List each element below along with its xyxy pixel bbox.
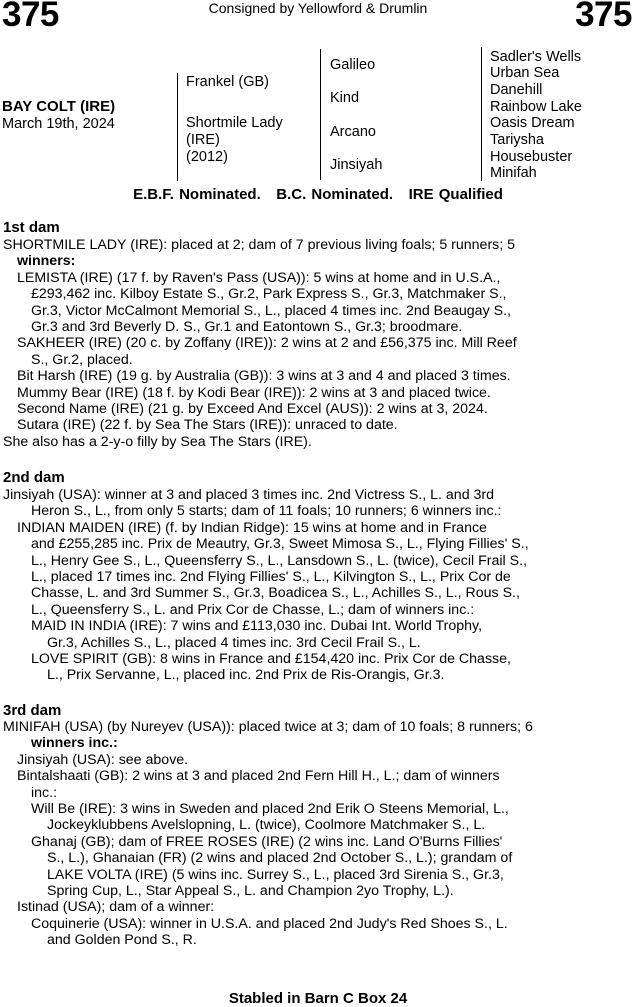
second-dam-line: and £255,285 inc. Prix de Meautry, Gr.3, Sweet Mimosa S., L., Flying Fillies' S., bbox=[31, 536, 529, 553]
second-dam-line: MAID IN INDIA (IRE): 7 wins and £113,030 inc. Dubai Int. World Trophy, bbox=[31, 618, 483, 635]
first-dam-line: Mummy Bear (IRE) (18 f. by Kodi Bear (IRE)): 2 wins at 3 and placed twice. bbox=[17, 384, 491, 401]
third-dam-line: Bintalshaati (GB): 2 wins at 3 and placed 2nd Fern Hill H., L.; dam of winners bbox=[17, 768, 500, 785]
second-dam-line: Gr.3, Achilles S., L., placed 4 times inc. 3rd Cecil Frail S., L. bbox=[47, 634, 421, 651]
stabling-info: Stabled in Barn C Box 24 bbox=[228, 990, 408, 1007]
pedigree-gen4-item: Sadler's Wells bbox=[490, 49, 582, 65]
pedigree-gen4-item: Urban Sea bbox=[490, 65, 560, 81]
third-dam-section bbox=[3, 719, 628, 948]
pedigree-gen4-item: Danehill bbox=[490, 82, 543, 98]
first-dam-line: Second Name (IRE) (21 g. by Exceed And Excel (AUS)): 2 wins at 3, 2024. bbox=[17, 400, 488, 417]
lot-number-left: 375 bbox=[2, 0, 59, 34]
third-dam-line: Jinsiyah (USA): see above. bbox=[17, 751, 189, 768]
first-dam-section bbox=[3, 237, 628, 450]
third-dam-line: Coquinerie (USA): winner in U.S.A. and placed 2nd Judy's Red Shoes S., L. bbox=[31, 915, 508, 932]
third-dam-line: Jockeyklubbens Avelslopning, L. (twice), Coolmore Matchmaker S., L. bbox=[47, 817, 486, 834]
pedigree-gen3-item: Kind bbox=[330, 90, 360, 106]
pedigree-dam-country: (IRE) bbox=[186, 132, 220, 148]
pedigree-dam-name: Shortmile Lady bbox=[186, 115, 283, 131]
pedigree-divider-2 bbox=[320, 49, 321, 180]
second-dam-line: INDIAN MAIDEN (IRE) (f. by Indian Ridge): 15 wins at home and in France bbox=[17, 519, 487, 536]
second-dam-heading: 2nd dam bbox=[3, 469, 65, 486]
second-dam-line: L., Queensferry S., L. and Prix Cor de Chasse, L.; dam of winners inc.: bbox=[31, 601, 475, 618]
first-dam-line: Bit Harsh (IRE) (19 g. by Australia (GB)): 3 wins at 3 and 4 and placed 3 times. bbox=[17, 368, 511, 385]
first-dam-line: LEMISTA (IRE) (17 f. by Raven's Pass (USA)): 5 wins at home and in U.S.A., bbox=[17, 269, 501, 286]
pedigree-dam-year: (2012) bbox=[186, 149, 228, 165]
first-dam-line: SAKHEER (IRE) (20 c. by Zoffany (IRE)): 2 wins at 2 and £56,375 inc. Mill Reef bbox=[17, 335, 517, 352]
third-dam-line: Istinad (USA); dam of a winner: bbox=[17, 899, 215, 916]
pedigree-gen4-item: Rainbow Lake bbox=[490, 99, 582, 115]
third-dam-line: LAKE VOLTA (IRE) (5 wins inc. Surrey S., L., placed 3rd Sirenia S., Gr.3, bbox=[47, 866, 504, 883]
first-dam-line: winners: bbox=[17, 253, 76, 270]
pedigree-sire: Frankel (GB) bbox=[186, 74, 269, 90]
consignor: Consigned by Yellowford & Drumlin bbox=[208, 0, 428, 16]
second-dam-line: Jinsiyah (USA): winner at 3 and placed 3 times inc. 2nd Victress S., L. and 3rd bbox=[3, 487, 495, 503]
first-dam-line: S., Gr.2, placed. bbox=[31, 351, 133, 368]
pedigree-gen3-item: Galileo bbox=[330, 57, 376, 73]
third-dam-line: inc.: bbox=[31, 784, 58, 801]
first-dam-line: Gr.3, Victor McCalmont Memorial S., L., placed 4 times inc. 2nd Beaugay S., bbox=[31, 302, 511, 319]
second-dam-section bbox=[3, 487, 628, 684]
second-dam-line: LOVE SPIRIT (GB): 8 wins in France and £154,420 inc. Prix Cor de Chasse, bbox=[31, 650, 511, 667]
nominations: E.B.F. Nominated. B.C. Nominated. IRE Qualified bbox=[133, 186, 503, 203]
second-dam-line: Heron S., L., from only 5 starts; dam of 11 foals; 10 runners; 6 winners inc.: bbox=[31, 503, 502, 520]
pedigree-gen3-item: Arcano bbox=[330, 124, 376, 140]
third-dam-line: Will Be (IRE): 3 wins in Sweden and placed 2nd Erik O Steens Memorial, L., bbox=[31, 800, 509, 817]
first-dam-line: Gr.3 and 3rd Beverly D. S., Gr.1 and Eatontown S., Gr.3; broodmare. bbox=[31, 318, 463, 335]
pedigree-divider-1 bbox=[177, 73, 178, 181]
second-dam-line: L., placed 17 times inc. 2nd Flying Fillies' S., L., Kilvington S., L., Prix Cor de bbox=[31, 568, 511, 585]
first-dam-line: £293,462 inc. Kilboy Estate S., Gr.2, Park Express S., Gr.3, Matchmaker S., bbox=[31, 286, 507, 303]
pedigree-divider-3 bbox=[481, 47, 482, 181]
pedigree-gen4-item: Housebuster bbox=[490, 149, 573, 165]
first-dam-line: SHORTMILE LADY (IRE): placed at 2; dam of 7 previous living foals; 5 runners; 5 bbox=[3, 237, 516, 253]
third-dam-heading: 3rd dam bbox=[3, 702, 62, 719]
pedigree-gen4-item: Tariysha bbox=[490, 132, 544, 148]
third-dam-line: S., L.), Ghanaian (FR) (2 wins and placed 2nd October S., L.); grandam of bbox=[47, 850, 513, 867]
third-dam-line: MINIFAH (USA) (by Nureyev (USA)): placed twice at 3; dam of 10 foals; 8 runners; 6 bbox=[3, 719, 533, 735]
lot-number-right: 375 bbox=[575, 0, 632, 34]
first-dam-heading: 1st dam bbox=[3, 219, 60, 236]
first-dam-line: Sutara (IRE) (22 f. by Sea The Stars (IRE)): unraced to date. bbox=[17, 417, 398, 434]
second-dam-line: L., Prix Servanne, L., placed inc. 2nd Prix de Ris-Orangis, Gr.3. bbox=[47, 667, 445, 684]
third-dam-line: winners inc.: bbox=[31, 735, 118, 752]
pedigree-gen3-item: Jinsiyah bbox=[330, 157, 383, 173]
second-dam-line: Chasse, L. and 3rd Summer S., Gr.3, Boadicea S., L., Achilles S., L., Rous S., bbox=[31, 585, 520, 602]
horse-name: BAY COLT (IRE) bbox=[2, 98, 116, 115]
third-dam-line: and Golden Pond S., R. bbox=[47, 932, 197, 949]
first-dam-line: She also has a 2-y-o filly by Sea The Stars (IRE). bbox=[3, 433, 312, 450]
foaling-date: March 19th, 2024 bbox=[2, 116, 115, 132]
third-dam-line: Ghanaj (GB); dam of FREE ROSES (IRE) (2 wins inc. Land O'Burns Fillies' bbox=[31, 833, 503, 850]
second-dam-line: L., Henry Gee S., L., Queensferry S., L., Lansdown S., L. (twice), Cecil Frail S., bbox=[31, 552, 527, 569]
pedigree-gen4-item: Oasis Dream bbox=[490, 115, 575, 131]
third-dam-line: Spring Cup, L., Star Appeal S., L. and Champion 2yo Trophy, L.). bbox=[47, 882, 454, 899]
pedigree-gen4-item: Minifah bbox=[490, 165, 537, 181]
